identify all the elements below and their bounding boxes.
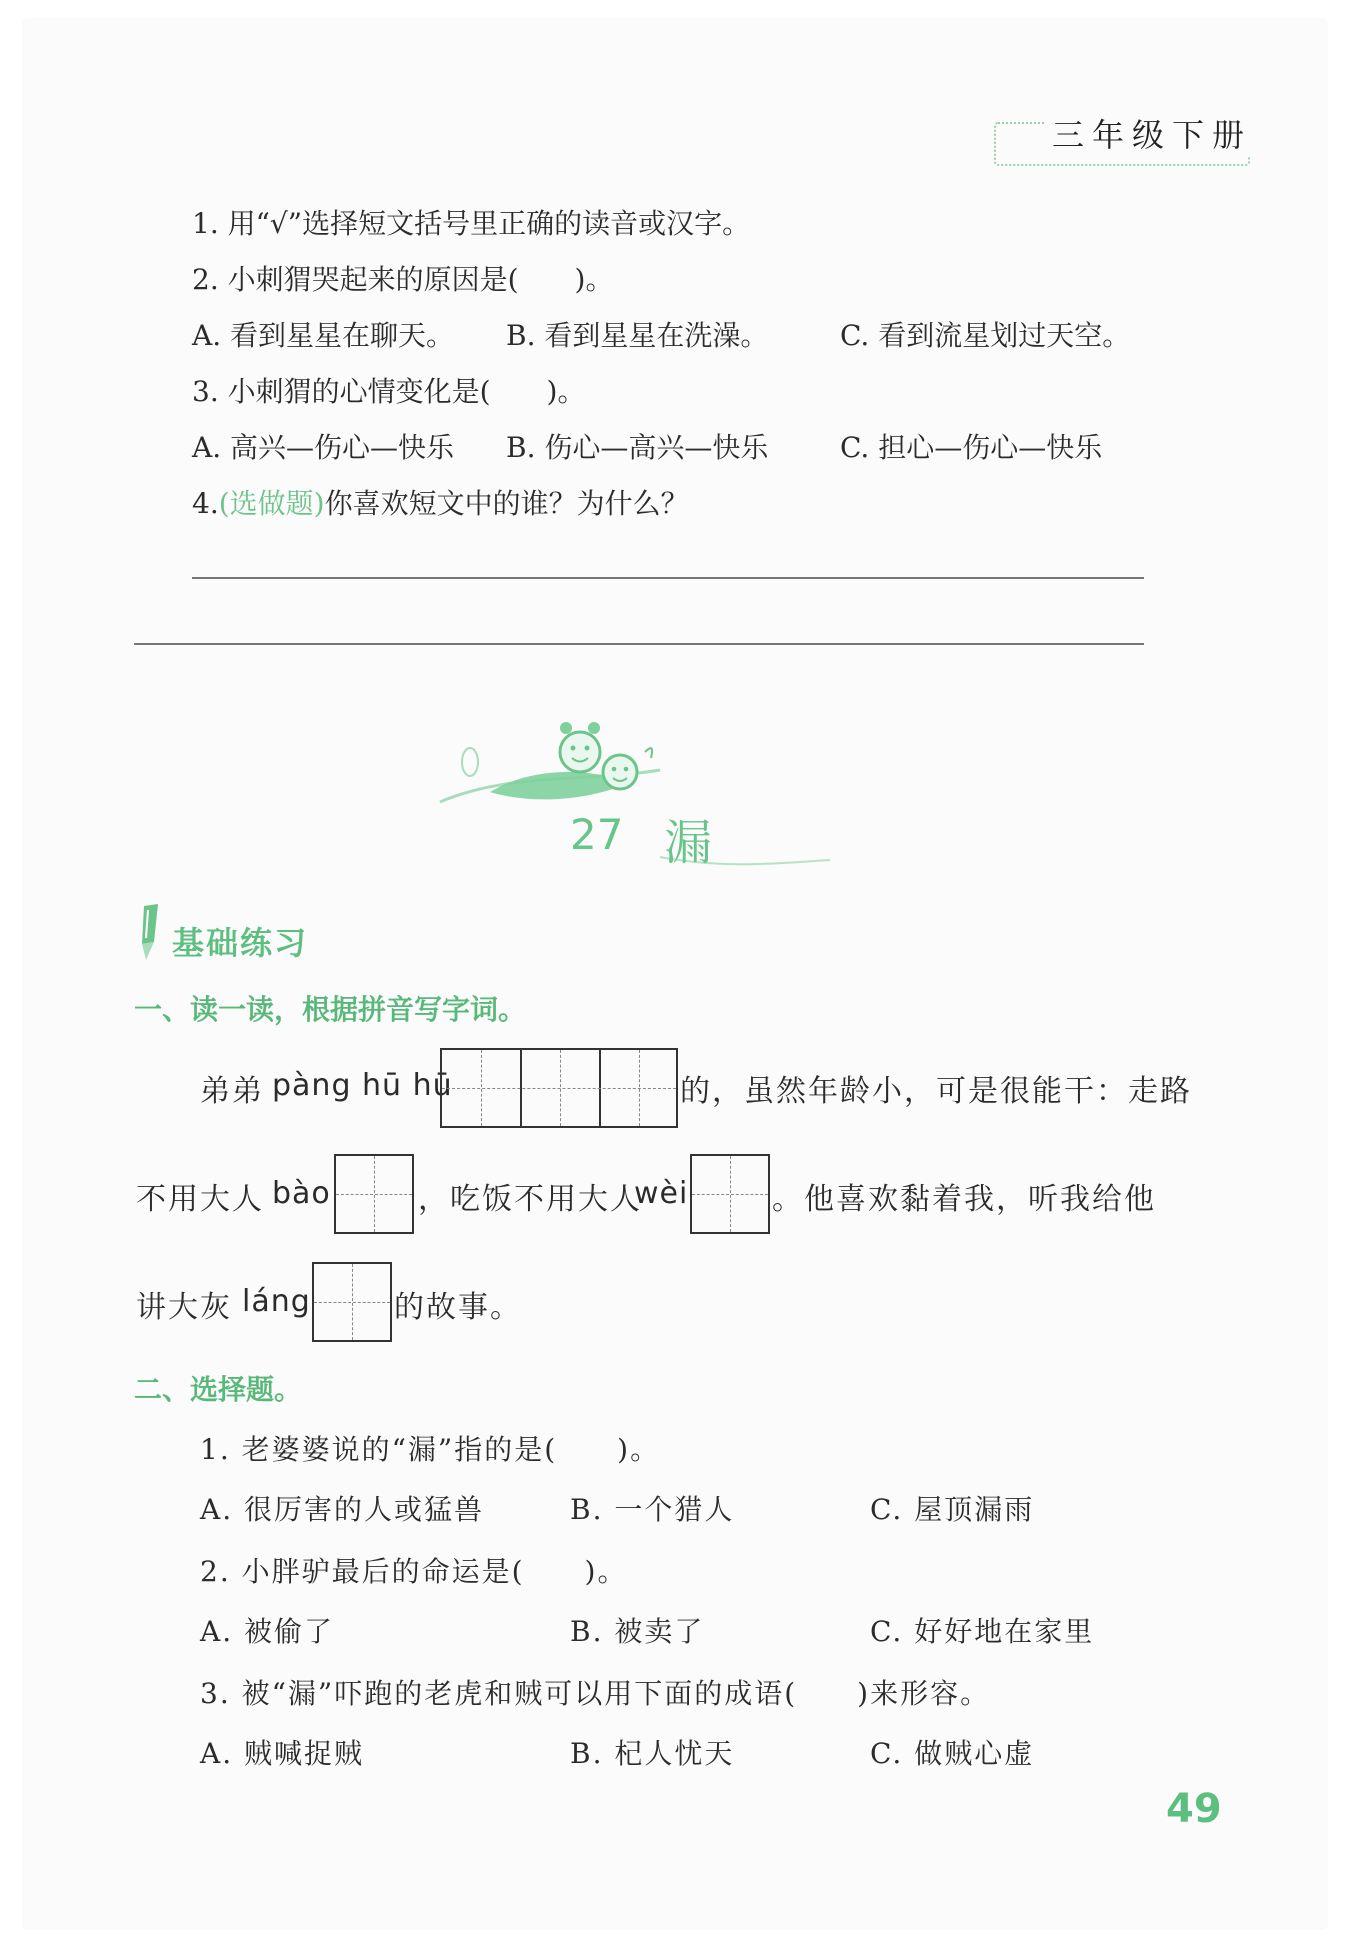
fill-line-1-after: 的，虽然年龄小，可是很能干：走路 <box>680 1074 1192 1109</box>
pinyin-wei: wèi <box>634 1176 689 1211</box>
pencil-icon <box>134 902 168 966</box>
pinyin-lang: láng <box>242 1284 311 1319</box>
choice-question-1: 1. 老婆婆说的“漏”指的是( )。 <box>200 1433 661 1466</box>
section-2-heading: 二、选择题。 <box>134 1373 303 1406</box>
choice-q1-option-c: C. 屋顶漏雨 <box>870 1493 1035 1526</box>
lesson-number: 27 <box>570 810 624 859</box>
prev-q2-option-b: B. 看到星星在洗澡。 <box>506 319 769 352</box>
fill-line-2-after: 。他喜欢黏着我，听我给他 <box>772 1182 1156 1217</box>
tian-grid-wei[interactable] <box>690 1154 770 1234</box>
tian-grid-pang-hu-hu[interactable] <box>440 1048 678 1128</box>
fill-line-2-mid: ，吃饭不用大人 <box>418 1182 642 1217</box>
fill-line-2-before: 不用大人 <box>136 1182 264 1217</box>
tian-grid-bao[interactable] <box>334 1154 414 1234</box>
prev-q2-option-a: A. 看到星星在聊天。 <box>192 319 455 352</box>
choice-q1-option-a: A. 很厉害的人或猛兽 <box>200 1493 485 1526</box>
prev-question-3: 3. 小刺猬的心情变化是( )。 <box>192 375 586 408</box>
prev-q2-option-c: C. 看到流星划过天空。 <box>840 319 1131 352</box>
choice-q1-option-b: B. 一个猎人 <box>570 1493 735 1526</box>
choice-q2-option-a: A. 被偷了 <box>200 1615 335 1648</box>
choice-q3-option-b: B. 杞人忧天 <box>570 1737 735 1770</box>
prev-q3-option-c: C. 担心—伤心—快乐 <box>840 431 1103 464</box>
choice-q3-option-c: C. 做贼心虚 <box>870 1737 1035 1770</box>
lesson-title-illustration <box>430 712 850 882</box>
tian-grid-lang[interactable] <box>312 1262 392 1342</box>
choice-q2-option-c: C. 好好地在家里 <box>870 1615 1095 1648</box>
prev-q3-option-b: B. 伤心—高兴—快乐 <box>506 431 769 464</box>
prev-question-2: 2. 小刺猬哭起来的原因是( )。 <box>192 263 614 296</box>
choice-q3-option-a: A. 贼喊捉贼 <box>200 1737 365 1770</box>
basic-practice-heading: 基础练习 <box>172 924 309 962</box>
grade-label: 三年级下册 <box>1046 110 1258 156</box>
choice-question-2: 2. 小胖驴最后的命运是( )。 <box>200 1555 628 1588</box>
question-number: 4. <box>192 487 219 520</box>
choice-question-3: 3. 被“漏”吓跑的老虎和贼可以用下面的成语( )来形容。 <box>200 1677 991 1710</box>
fill-line-3-before: 讲大灰 <box>136 1290 232 1325</box>
pinyin-pang-hu-hu: pàng hū hū <box>272 1068 453 1103</box>
optional-tag: (选做题) <box>218 487 325 520</box>
section-1-heading: 一、读一读，根据拼音写字词。 <box>134 993 527 1026</box>
prev-question-1: 1. 用“√”选择短文括号里正确的读音或汉字。 <box>192 207 751 240</box>
fill-line-1-before: 弟弟 <box>200 1074 264 1109</box>
pinyin-bao: bào <box>272 1176 331 1211</box>
fill-line-3-after: 的故事。 <box>394 1290 522 1325</box>
prev-question-4 <box>192 482 689 522</box>
prev-q3-option-a: A. 高兴—伤心—快乐 <box>192 431 455 464</box>
answer-line-1[interactable] <box>192 577 1144 579</box>
answer-line-2[interactable] <box>134 643 1144 645</box>
lesson-title: 漏 <box>664 815 713 871</box>
question-text: 你喜欢短文中的谁？为什么？ <box>324 487 689 520</box>
choice-q2-option-b: B. 被卖了 <box>570 1615 705 1648</box>
page-number: 49 <box>1166 1786 1222 1832</box>
